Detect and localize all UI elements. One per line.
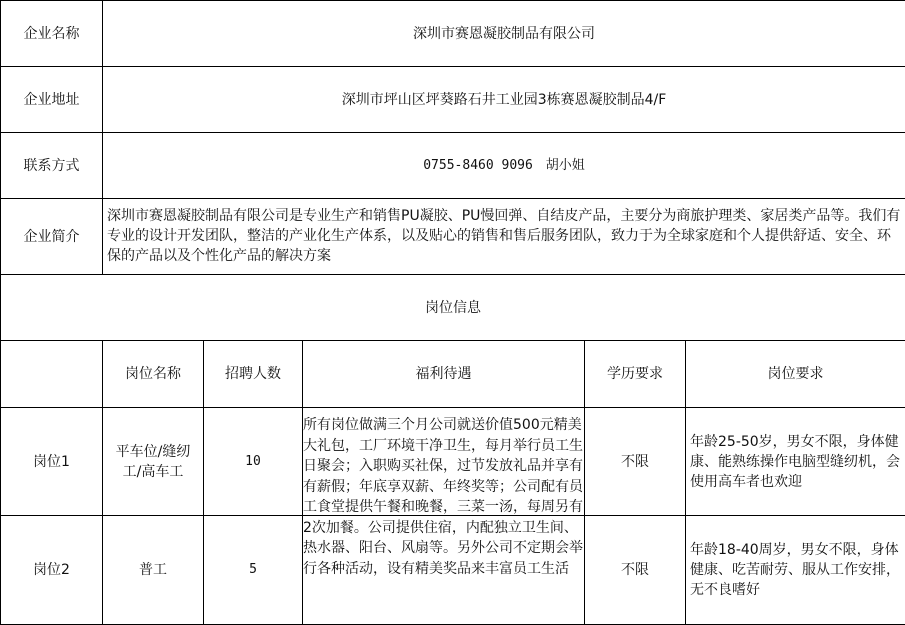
job-2-id: 岗位2 [1,516,103,625]
intro-value: 深圳市赛恩凝胶制品有限公司是专业生产和销售PU凝胶、PU慢回弹、自结皮产品，主要分为商旅护理类、家居类产品等。我们有专业的设计开发团队，整洁的产业化生产体系，以及贴心的销售和售后服务团队，致力于为全球家庭和个人提供舒适、安全、环保的产品以及个性化产品的解决方案 [103,199,905,275]
job-1-id: 岗位1 [1,408,103,516]
company-name-label: 企业名称 [1,1,103,67]
job-2-requirements: 年龄18-40周岁，男女不限，身体健康、吃苦耐劳、服从工作安排，无不良嗜好 [686,516,905,625]
jobs-header-blank [1,341,103,408]
job-1-title: 平车位/缝纫工/高车工 [103,408,204,516]
jobs-header-education: 学历要求 [585,341,686,408]
company-address-label: 企业地址 [1,67,103,133]
jobs-section-title: 岗位信息 [1,275,905,341]
job-2-education: 不限 [585,516,686,625]
job-1-requirements: 年龄25-50岁，男女不限，身体健康、能熟练操作电脑型缝纫机，会使用高车者也欢迎 [686,408,905,516]
benefits-text [303,415,583,579]
job-2-title: 普工 [103,516,204,625]
jobs-header-row [1,341,905,408]
job-2-count: 5 [204,516,303,625]
jobs-header-requirements: 岗位要求 [686,341,905,408]
contact-row [1,133,905,199]
jobs-header-title: 岗位名称 [103,341,204,408]
intro-label: 企业简介 [1,199,103,275]
benefits-value: 所有岗位做满三个月公司就送价值500元精美大礼包，工厂环境干净卫生，每月举行员工生日聚会；入职购买社保，过节发放礼品并享有有薪假；年底享双薪、年终奖等；公司配有员工食堂提供午餐和晚餐，三菜一汤，每周另有2次加餐。公司提供住宿，内配独立卫生间、热水器、阳台、风扇等。另外公司不定期会举行各种活动，设有精美奖品来丰富员工生活 [303,417,583,577]
intro-row [1,199,905,275]
job-1-education: 不限 [585,408,686,516]
jobs-header-benefits: 福利待遇 [303,341,585,408]
company-name-row [1,1,905,67]
jobs-section-title-row [1,275,905,341]
contact-value: 0755-8460 9096 胡小姐 [103,133,905,199]
company-name-value: 深圳市赛恩凝胶制品有限公司 [103,1,905,67]
jobs-header-count: 招聘人数 [204,341,303,408]
job-1-count: 10 [204,408,303,516]
company-address-row [1,67,905,133]
contact-label: 联系方式 [1,133,103,199]
company-address-value: 深圳市坪山区坪葵路石井工业园3栋赛恩凝胶制品4/F [103,67,905,133]
